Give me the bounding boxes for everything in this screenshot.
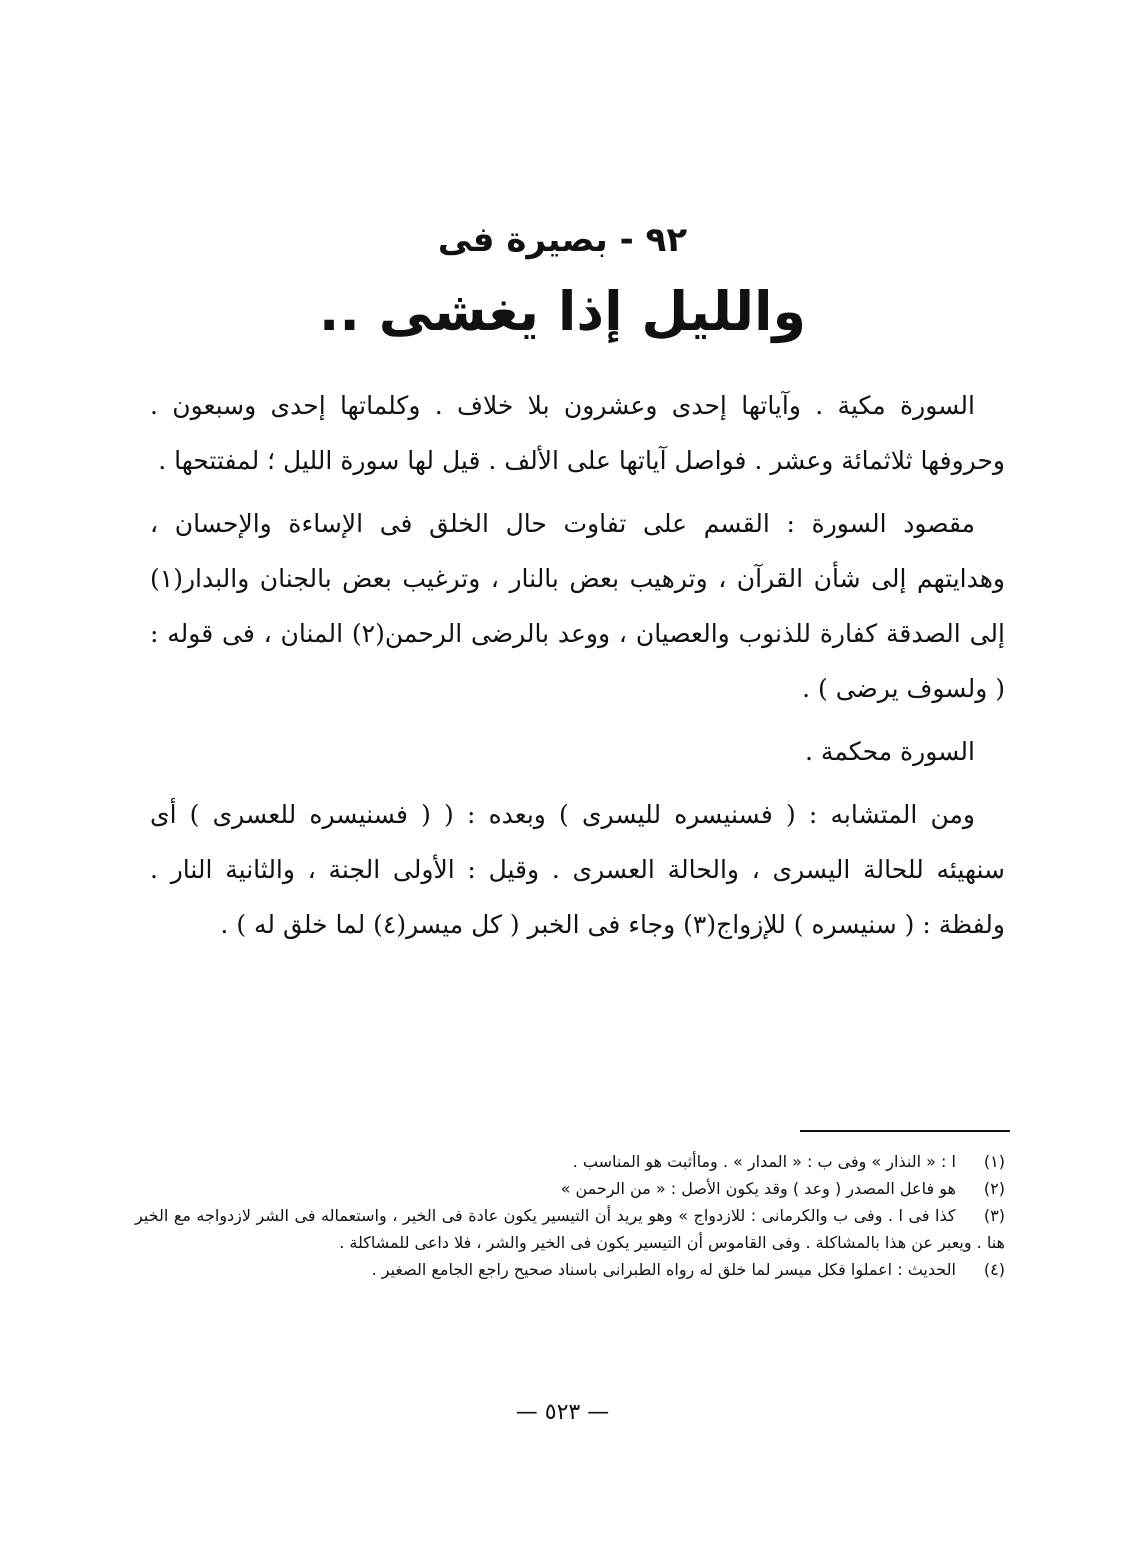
page-number: — ٥٢٣ —	[515, 1400, 610, 1425]
footnote-text: كذا فى ا . وفى ب والكرمانى : للازدواج » وهو يريد أن التيسير يكون عادة فى الخير ، واستعماله فى الشر لازدواجه مع الخير هنا . ويعبر عن هذا بالمشاكلة . وفى القاموس أن التيسير يكون فى الخير والشر ، فلا داعى للمشاكلة .	[135, 1206, 1005, 1252]
paragraph-purpose: مقصود السورة : القسم على تفاوت حال الخلق فى الإساءة والإحسان ، وهدايتهم إلى شأن القرآن ، وترهيب بعض بالنار ، وترغيب بعض بالجنان والبدار(١) إلى الصدقة كفارة للذنوب والعصيان ، ووعد بالرضى الرحمن(٢) المنان ، فى قوله : ( ولسوف يرضى ) .	[150, 509, 1005, 703]
paragraph-muhkama: السورة محكمة .	[805, 737, 975, 766]
footnote-number: (١)	[983, 1152, 1005, 1171]
footnote-separator	[800, 1130, 1010, 1132]
footnote-number: (٢)	[983, 1179, 1005, 1198]
chapter-title: والليل إذا يغشى ..	[318, 280, 807, 343]
footnote	[135, 1148, 1005, 1175]
paragraph-mutashabih: ومن المتشابه : ( فسنيسره لليسرى ) وبعده : ( ( فسنيسره للعسرى ) أى سنهيئه للحالة اليسرى ، والحالة العسرى . وقيل : الأولى الجنة ، والثانية النار . ولفظة : ( سنيسره ) للإزواج(٣) وجاء فى الخبر ( كل ميسر(٤) لما خلق له ) .	[150, 800, 1005, 939]
body-text	[150, 378, 1005, 960]
footnote-number: (٤)	[983, 1260, 1005, 1279]
footnote-text: الحديث : اعملوا فكل ميسر لما خلق له رواه الطبرانى باسناد صحيح راجع الجامع الصغير .	[371, 1260, 956, 1279]
footnote-text: هو فاعل المصدر ( وعد ) وقد يكون الأصل : « من الرحمن »	[560, 1179, 956, 1198]
footnote	[135, 1256, 1005, 1283]
footnote	[135, 1202, 1005, 1256]
footnote	[135, 1175, 1005, 1202]
footnotes	[135, 1148, 1005, 1283]
chapter-number-heading: ٩٢ - بصيرة فى	[437, 220, 688, 260]
footnote-number: (٣)	[983, 1206, 1005, 1225]
paragraph-intro: السورة مكية . وآياتها إحدى وعشرون بلا خلاف . وكلماتها إحدى وسبعون . وحروفها ثلاثمائة وعشر . فواصل آياتها على الألف . قيل لها سورة الليل ؛ لمفتتحها .	[150, 391, 1005, 475]
footnote-text: ا : « النذار » وفى ب : « المدار » . وماأثبت هو المناسب .	[572, 1152, 956, 1171]
